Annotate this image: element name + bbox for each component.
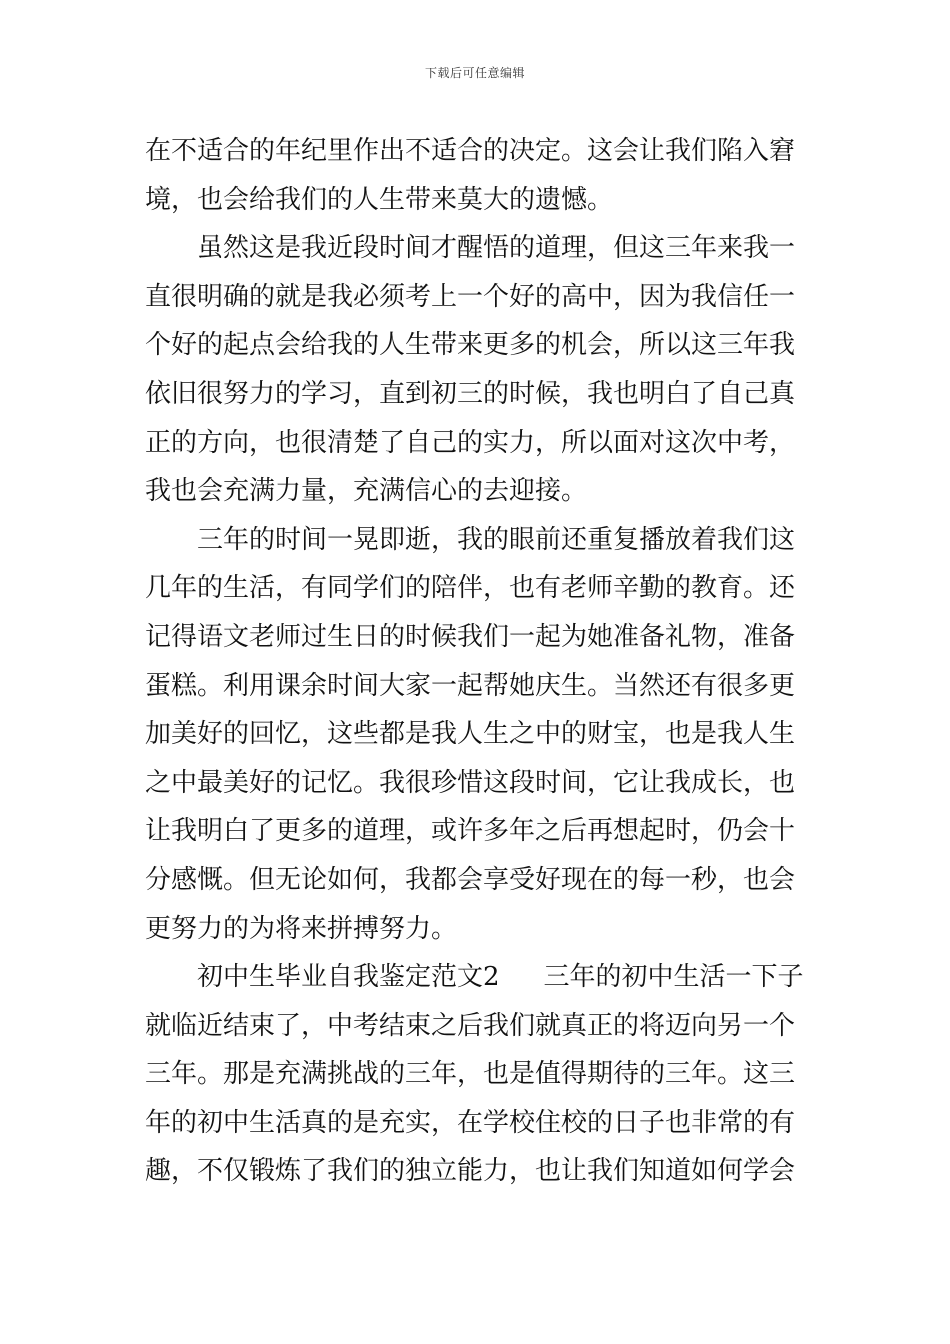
- document-body: [145, 127, 810, 1196]
- text-line: 虽然这是我近段时间才醒悟的道理，但这三年来我一: [197, 233, 796, 264]
- text-line: 我也会充满力量，充满信心的去迎接。: [145, 476, 588, 507]
- text-line: 记得语文老师过生日的时候我们一起为她准备礼物，准备: [145, 621, 796, 652]
- text-line: 个好的起点会给我的人生带来更多的机会，所以这三年我: [145, 330, 796, 361]
- page-header-note: 下载后可任意编辑: [424, 66, 525, 80]
- text-line: 正的方向，也很清楚了自己的实力，所以面对这次中考，: [145, 427, 796, 458]
- text-line: 就临近结束了，中考结束之后我们就真正的将迈向另一个: [145, 1010, 796, 1041]
- text-line: 境，也会给我们的人生带来莫大的遗憾。: [145, 184, 614, 215]
- text-line: 趣，不仅锻炼了我们的独立能力，也让我们知道如何学会: [145, 1156, 796, 1187]
- section-heading: 初中生毕业自我鉴定范文2: [197, 962, 500, 993]
- text-line-with-heading: [145, 953, 810, 1002]
- text-line: 三年的时间一晃即逝，我的眼前还重复播放着我们这: [197, 524, 796, 555]
- text-line: 分感慨。但无论如何，我都会享受好现在的每一秒，也会: [145, 864, 796, 895]
- text-line: 更努力的为将来拼搏努力。: [145, 913, 458, 944]
- text-line: 几年的生活，有同学们的陪伴，也有老师辛勤的教育。还: [145, 573, 796, 604]
- text-line: 加美好的回忆，这些都是我人生之中的财宝，也是我人生: [145, 719, 796, 750]
- text-line: 让我明白了更多的道理，或许多年之后再想起时，仍会十: [145, 816, 796, 847]
- text-line: 之中最美好的记忆。我很珍惜这段时间，它让我成长，也: [145, 767, 796, 798]
- text-line: 年的初中生活真的是充实，在学校住校的日子也非常的有: [145, 1107, 796, 1138]
- text-line: 蛋糕。利用课余时间大家一起帮她庆生。当然还有很多更: [145, 670, 796, 701]
- text-line: 在不适合的年纪里作出不适合的决定。这会让我们陷入窘: [145, 136, 796, 166]
- text-line: 依旧很努力的学习，直到初三的时候，我也明白了自己真: [145, 378, 796, 409]
- text-line: 三年。那是充满挑战的三年，也是值得期待的三年。这三: [145, 1059, 796, 1090]
- text-fragment: 三年的初中生活一下子: [543, 962, 804, 993]
- text-line: 直很明确的就是我必须考上一个好的高中，因为我信任一: [145, 281, 796, 312]
